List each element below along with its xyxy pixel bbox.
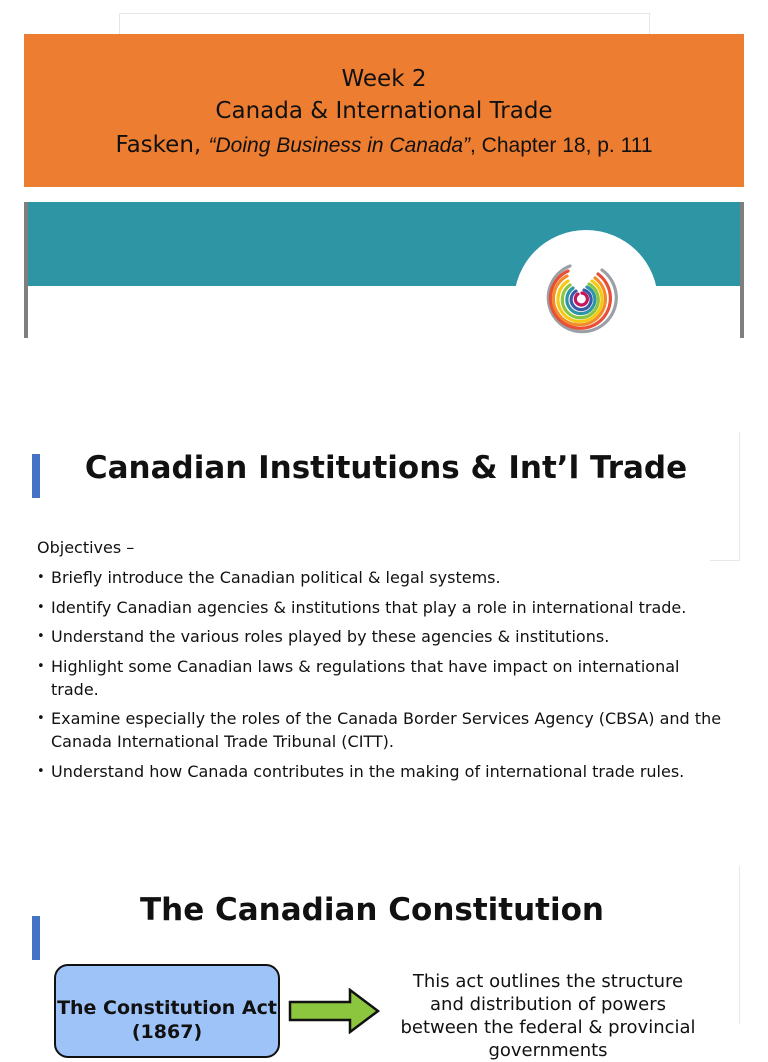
bullet-icon: • — [37, 711, 45, 726]
list-item — [37, 655, 727, 701]
list-item-text: Understand how Canada contributes in the making of international trade rules. — [51, 761, 685, 781]
bullet-icon: • — [37, 599, 45, 615]
left-border — [24, 202, 28, 338]
list-item — [37, 760, 727, 783]
list-item — [37, 625, 727, 648]
slide-title: Canadian Institutions & Int’l Trade — [84, 450, 688, 486]
list-item-text: Identify Canadian agencies & institutions that play a role in international trade. — [51, 597, 687, 617]
reference-author: Fasken, — [115, 132, 209, 158]
list-item — [37, 707, 727, 753]
list-item-text: Examine especially the roles of the Canada Border Services Agency (CBSA) and the Canada International Trade Tribunal (CITT). — [51, 709, 722, 751]
slide-footer-graphic — [24, 202, 744, 338]
list-item-text: Highlight some Canadian laws & regulations that have impact on international trade. — [51, 656, 680, 699]
title-banner — [24, 34, 744, 187]
slide-course-title: Canada & International Trade — [215, 98, 553, 124]
bullet-icon: • — [37, 629, 45, 644]
right-arrow-icon — [288, 988, 380, 1034]
right-border — [740, 202, 744, 338]
slide-week-label: Week 2 — [341, 66, 427, 92]
reference-book-title: “Doing Business in Canada” — [208, 134, 470, 157]
objectives-list — [37, 566, 727, 789]
constitution-act-box — [54, 964, 280, 1058]
list-item — [37, 566, 727, 589]
slide-reference — [24, 128, 744, 163]
constitution-act-label: The Constitution Act (1867) — [57, 997, 277, 1043]
reference-chapter: , Chapter 18, p. 111 — [470, 134, 653, 157]
slide-frame-edge — [710, 560, 740, 561]
rainbow-spiral-icon — [540, 256, 632, 334]
list-item — [37, 596, 727, 619]
bullet-icon: • — [37, 658, 45, 674]
objectives-label: Objectives – — [37, 538, 135, 557]
list-item-text: Briefly introduce the Canadian political & legal systems. — [51, 568, 501, 587]
constitution-description: This act outlines the structure and distribution of powers between the federal & provincial governments — [400, 971, 696, 1061]
slide-title: The Canadian Constitution — [139, 892, 604, 928]
bullet-icon: • — [37, 570, 45, 585]
bullet-icon: • — [37, 763, 45, 779]
list-item-text: Understand the various roles played by these agencies & institutions. — [51, 627, 610, 646]
